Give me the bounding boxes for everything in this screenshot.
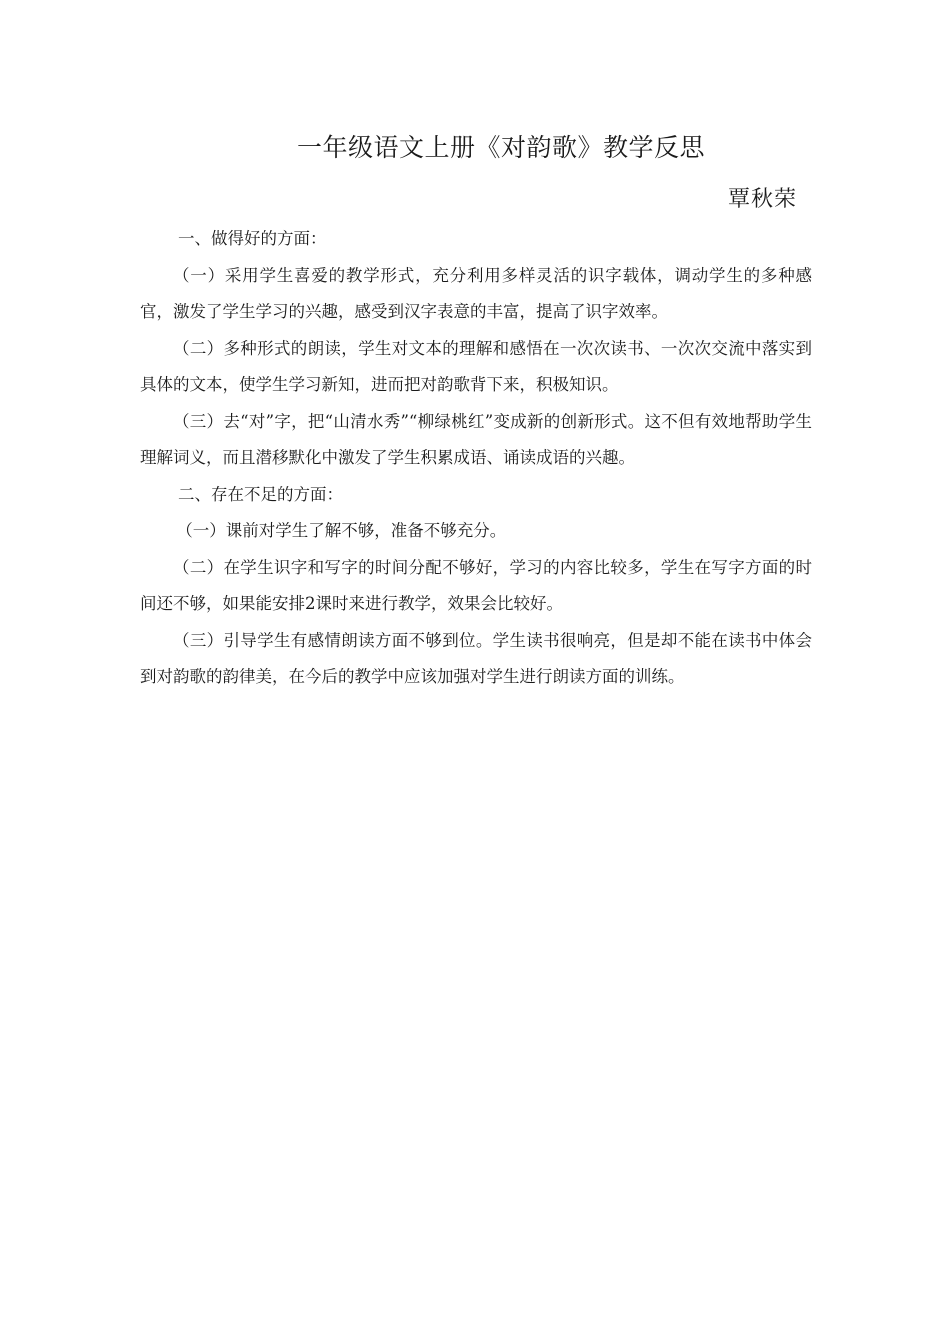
document-title: 一年级语文上册《对韵歌》教学反思: [296, 133, 705, 162]
paragraph-strength-3: （三）去“对”字，把“山清水秀”“柳绿桃红”变成新的创新形式。这不但有效地帮助学生理解词义，而且潜移默化中激发了学生积累成语、诵读成语的兴趣。: [140, 411, 812, 467]
paragraph-weakness-2: （二）在学生识字和写字的时间分配不够好，学习的内容比较多，学生在写字方面的时间还不够，如果能安排2课时来进行教学，效果会比较好。: [140, 557, 812, 613]
paragraph-weakness-3: （三）引导学生有感情朗读方面不够到位。学生读书很响亮，但是却不能在读书中体会到对韵歌的韵律美，在今后的教学中应该加强对学生进行朗读方面的训练。: [140, 630, 812, 686]
paragraph-weakness-1: （一）课前对学生了解不够，准备不够充分。: [176, 521, 507, 540]
paragraph-strength-2: （二）多种形式的朗读，学生对文本的理解和感悟在一次次读书、一次次交流中落实到具体的文本，使学生学习新知，进而把对韵歌背下来，积极知识。: [140, 338, 812, 394]
author-name: 覃秋荣: [728, 187, 798, 212]
paragraph-strength-1: （一）采用学生喜爱的教学形式，充分利用多样灵活的识字载体，调动学生的多种感官，激发了学生学习的兴趣，感受到汉字表意的丰富，提高了识字效率。: [140, 265, 812, 321]
section-heading-strengths: 一、做得好的方面：: [177, 229, 327, 248]
document-body: [140, 221, 812, 696]
section-heading-weaknesses: 二、存在不足的方面：: [177, 484, 343, 504]
